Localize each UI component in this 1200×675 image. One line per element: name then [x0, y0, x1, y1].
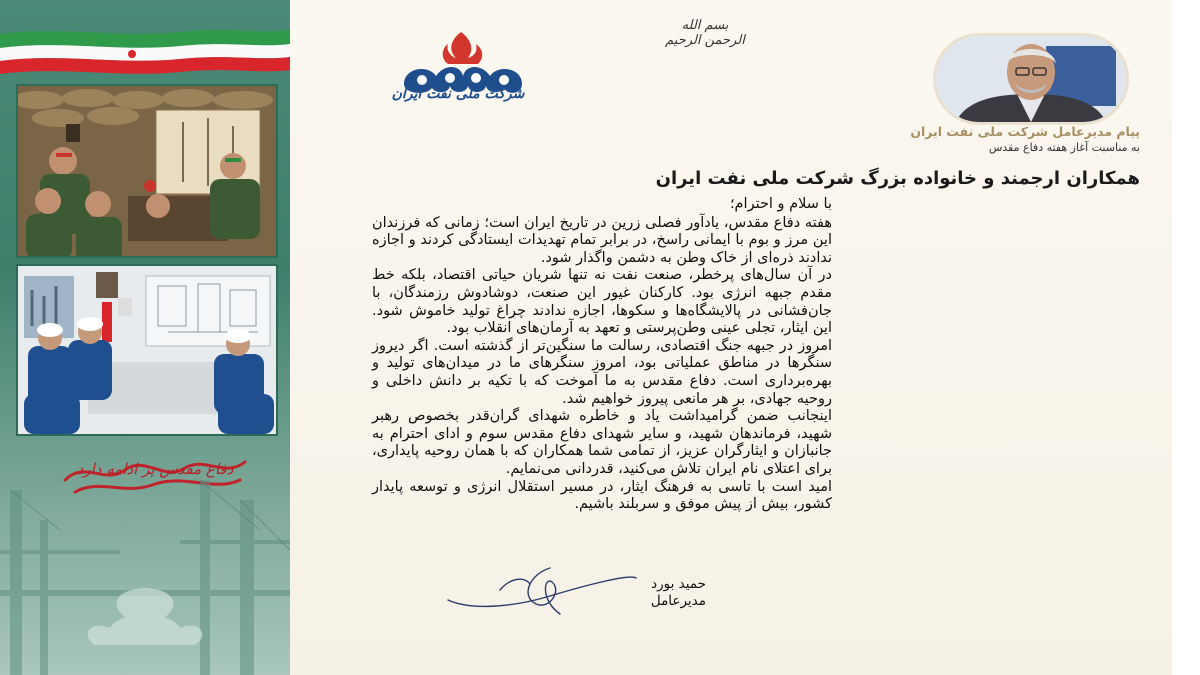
bismillah-text: بسم الله الرحمن الرحیم [665, 18, 745, 48]
calligraphy-text: دفاع مقدس پر ادامه دارد [76, 460, 234, 478]
signer-block [606, 576, 706, 610]
control-room-photo [16, 264, 278, 436]
letter-paragraph-3: امروز در جبهه جنگ اقتصادی، رسالت ما سنگین‌تر از گذشته است. اگر دیروز سنگرها در مناطق عملیاتی بود، امروز سنگرهای ما در میدان‌های تولید و بهره‌برداری است. دفاع مقدس به ما آموخت که با تکیه بر دانش داخلی و روحیه جهادی، بر هر مانعی پیروز خواهیم شد. [372, 337, 832, 407]
letter-body [372, 196, 832, 514]
logo-text: شرکت ملی نفت ایران [391, 86, 525, 102]
letter-greeting: با سلام و احترام؛ [729, 196, 832, 212]
message-title: پیام مدیرعامل شرکت ملی نفت ایران [910, 124, 1140, 139]
iran-flag-icon [0, 24, 290, 74]
signer-name: حمید بورد [651, 576, 706, 592]
refinery-silhouette [0, 470, 290, 675]
signer-title: مدیرعامل [650, 593, 706, 609]
message-subtitle: به مناسبت آغاز هفته دفاع مقدس [988, 141, 1140, 154]
message-header [820, 124, 1140, 154]
ceo-portrait [936, 36, 1126, 122]
letter-paragraph-4: اینجانب ضمن گرامیداشت یاد و خاطره شهدای گران‌قدر بخصوص رهبر شهید، فرماندهان شهید، و سایر شهدای دفاع مقدس سوم و ادای احترام به جانبازان و ایثارگران عزیز، از تمامی شما همکاران که با همان روحیه پایداری، برای اعتلای نام ایران تلاش می‌کنید، قدردانی می‌نمایم. [372, 408, 832, 477]
war-room-photo [16, 84, 278, 258]
page-margin-right [1172, 0, 1200, 675]
left-decorative-panel [0, 0, 290, 675]
letter-paragraph-1: هفته دفاع مقدس، یادآور فصلی زرین در تاریخ ایران است؛ زمانی که فرزندان این مرز و بوم با ایمانی راسخ، در برابر تمام تهدیدات ایستادگی کردند و اجازه ندادند ذره‌ای از خاک وطن به دشمن واگذار شود. [372, 214, 832, 266]
letter-heading: همکاران ارجمند و خانواده بزرگ شرکت ملی نفت ایران [655, 168, 1140, 189]
letter-paragraph-5: امید است با تاسی به فرهنگ ایثار، در مسیر استقلال انرژی و توسعه پایدار کشور، بیش از پیش موفق و سربلند باشیم. [372, 478, 832, 513]
letter-paragraph-2: در آن سال‌های پرخطر، صنعت نفت نه تنها شریان حیاتی اقتصاد، بلکه خط مقدم جبهه انرژی بود. کارکنان غیور این صنعت، دوشادوش رزمندگان، با جان‌فشانی در پالایشگاه‌ها و سکوها، اجازه ندادند چراغ تولید خاموش شود. این ایثار، تجلی عینی وطن‌پرستی و تعهد به آرمان‌های انقلاب بود. [372, 267, 832, 337]
